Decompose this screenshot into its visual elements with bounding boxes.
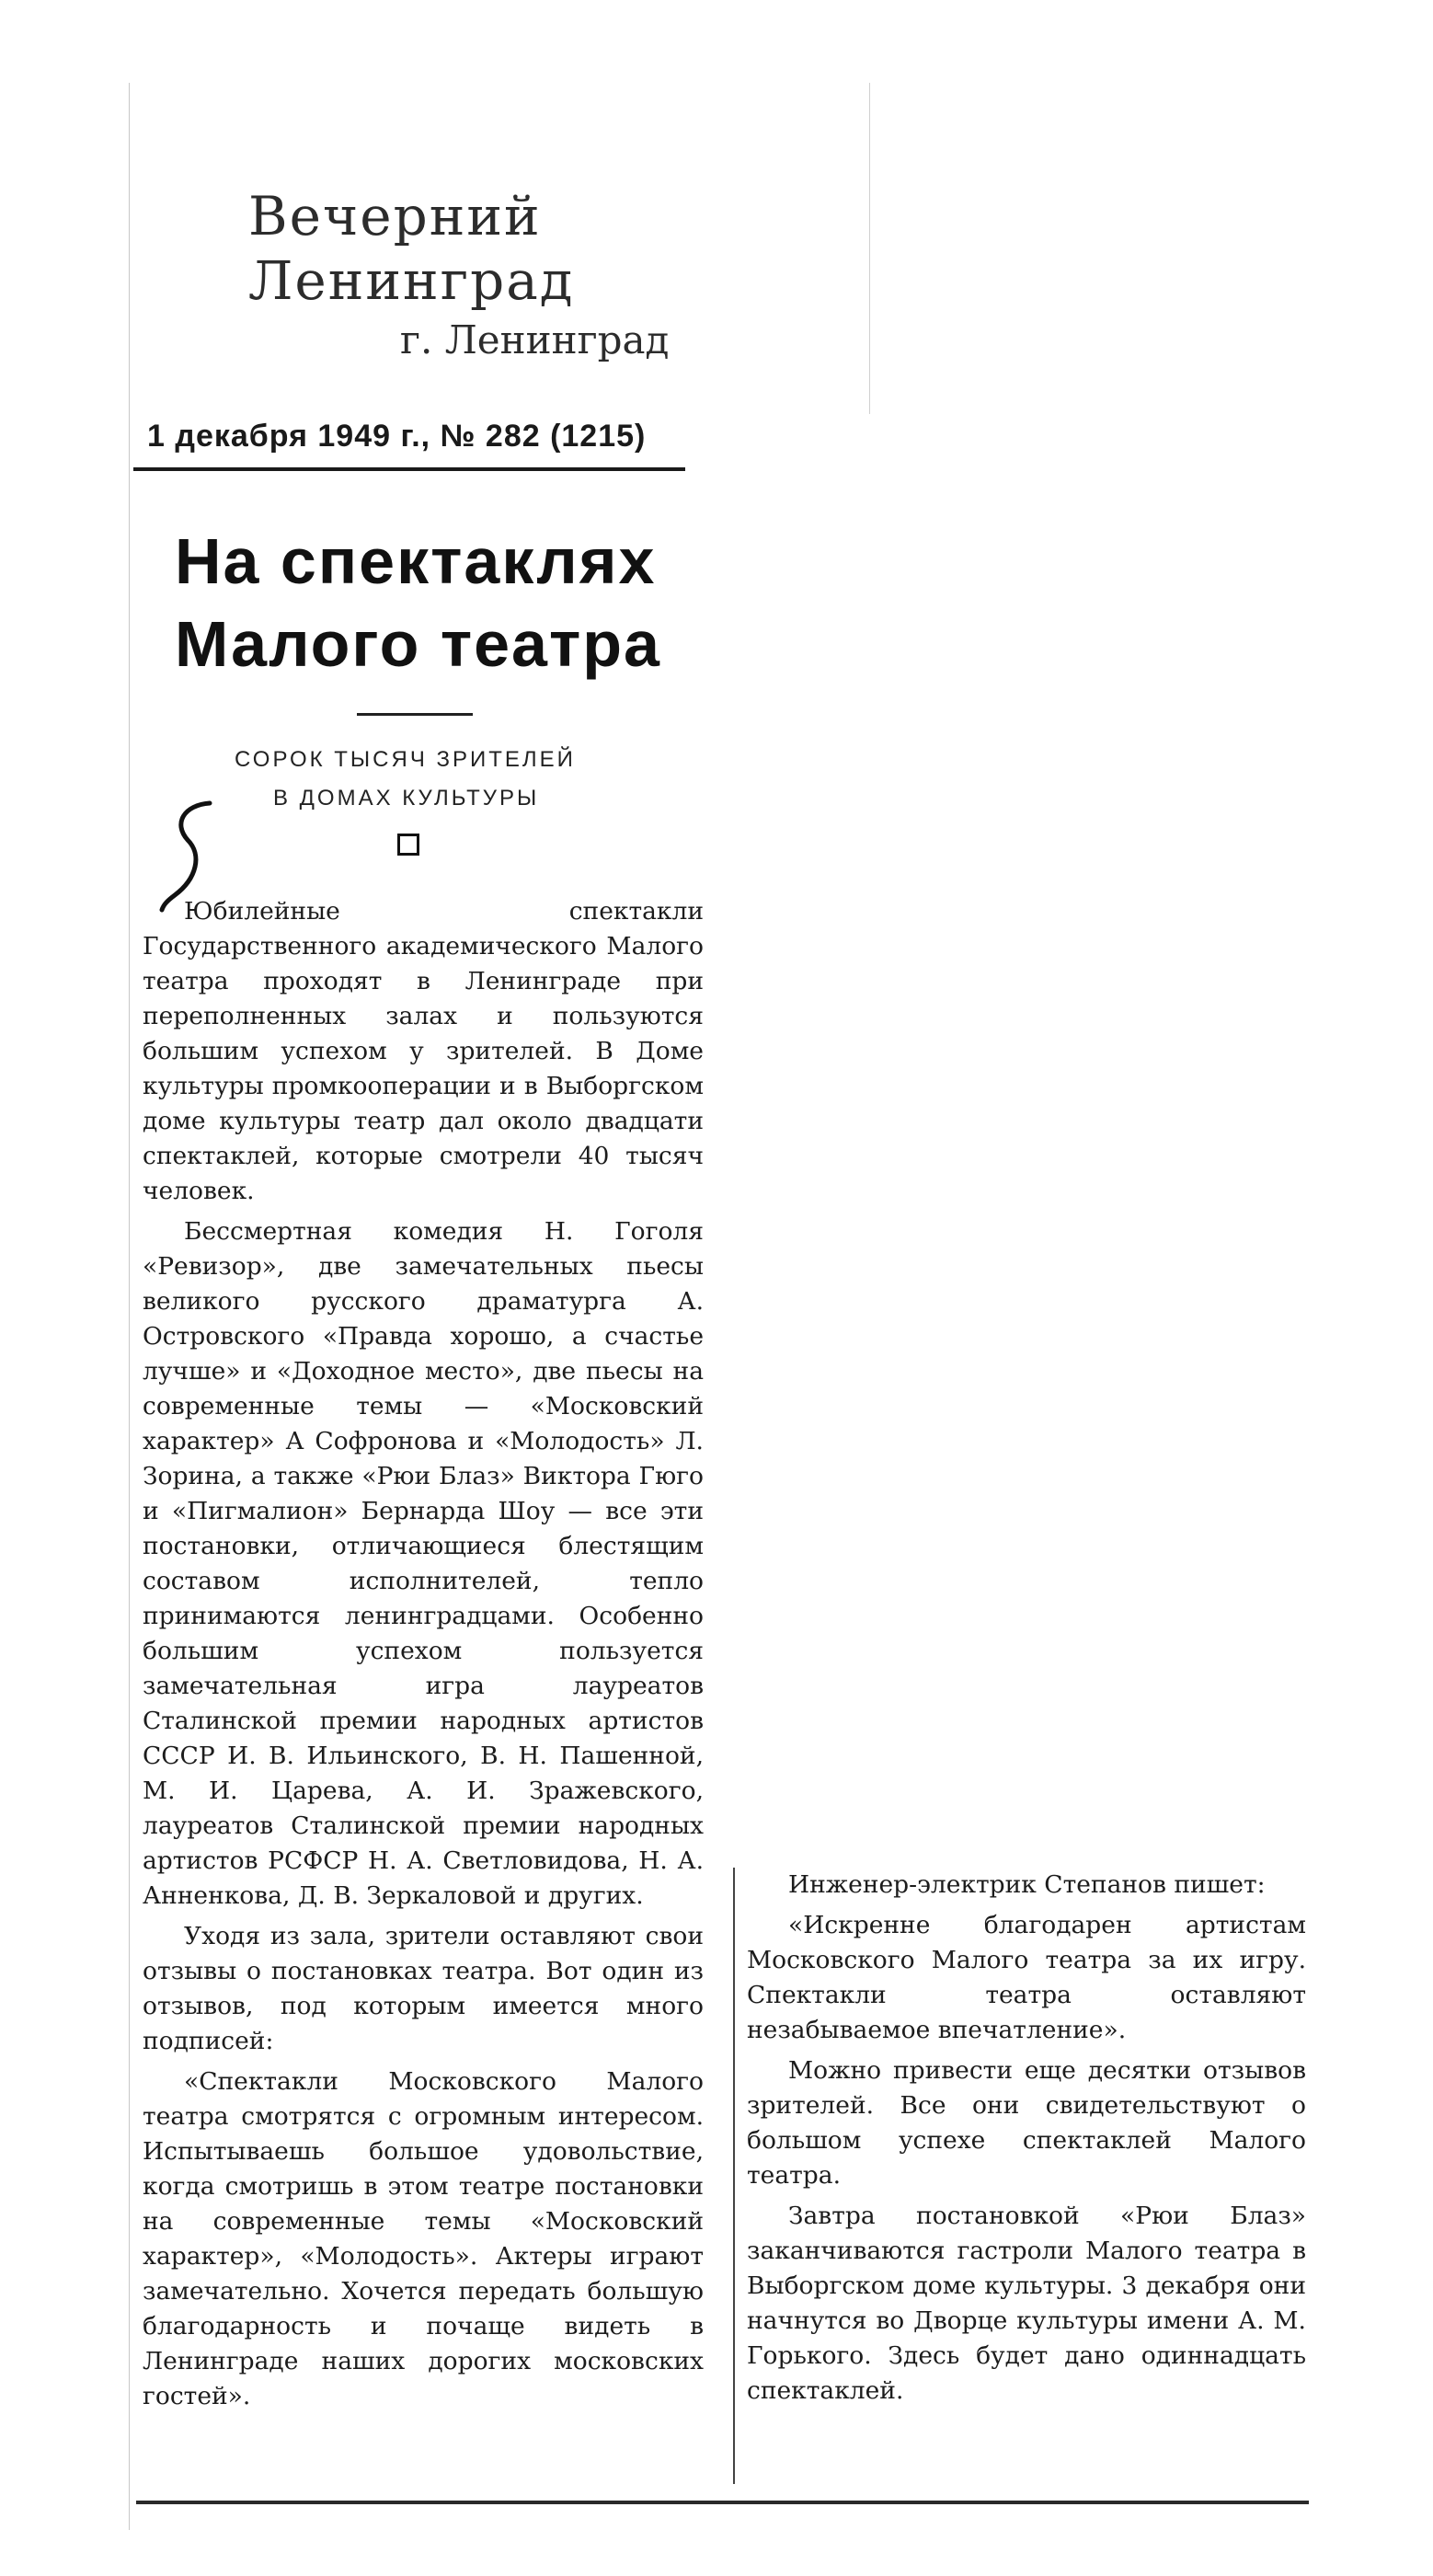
square-divider-icon <box>397 834 419 856</box>
paragraph: Бессмертная комедия Н. Гоголя «Ревизор», две замечательных пьесы великого русского драматурга А. Островского «Правда хорошо, а счастье лучше» и «Доходное место», две пьесы на современные темы — «Московский характер» А Софронова и «Молодость» Л. Зорина, а также «Рюи Блаз» Виктора Гюго и «Пигмалион» Бернарда Шоу — все эти постановки, отличающиеся блестящим составом исполнителей, тепло принимаются ленинградцами. Особенно большим успехом пользуется замечательная игра лауреатов Сталинской премии народных артистов СССР И. В. Ильинского, В. Н. Пашенной, М. И. Царева, А. И. Зражевского, лауреатов Сталинской премии народных артистов РСФСР Н. А. Светловидова, Н. А. Анненкова, Д. В. Зеркаловой и других. <box>143 1217 704 1910</box>
scan-edge-left <box>129 83 130 2530</box>
article-bottom-rule <box>136 2501 1309 2504</box>
article-subhead <box>235 741 621 818</box>
scan-edge-stamp <box>869 83 870 414</box>
newspaper-name: Вечерний Ленинград <box>248 185 575 312</box>
subhead-line-2: В ДОМАХ КУЛЬТУРЫ <box>273 786 540 811</box>
paragraph: «Искренне благодарен артистам Московского Малого театра за их игру. Спектакли театра оставляют незабываемое впечатление». <box>747 1911 1306 2044</box>
paragraph: Можно привести еще десятки отзывов зрителей. Все они свидетельствуют о большом успехе спектаклей Малого театра. <box>747 2056 1306 2190</box>
headline-rule <box>357 713 473 716</box>
paragraph: Инженер-электрик Степанов пишет: <box>788 1870 1266 1899</box>
column-divider <box>733 1868 735 2484</box>
headline-line-1: На спектаклях <box>175 525 657 597</box>
newspaper-city: г. Ленинград <box>400 317 670 362</box>
article-right-column <box>747 1868 1306 2414</box>
headline-line-2: Малого театра <box>175 608 661 680</box>
paragraph: Юбилейные спектакли Государственного академического Малого театра проходят в Ленинграде при переполненных залах и пользуются большим успехом у зрителей. В Доме культуры промкооперации и в Выборгском доме культуры театр дал около двадцати спектаклей, которые смотрели 40 тысяч человек. <box>143 897 704 1205</box>
dateline-rule <box>133 467 685 471</box>
article-left-column <box>143 894 704 2420</box>
subhead-line-1: СОРОК ТЫСЯЧ ЗРИТЕЛЕЙ <box>235 747 576 772</box>
newspaper-stamp <box>248 184 837 368</box>
article-headline <box>175 520 690 685</box>
paragraph: «Спектакли Московского Малого театра смотрятся с огромным интересом. Испытываешь большое удовольствие, когда смотришь в этом театре постановки на современные темы «Московский характер», «Молодость». Актеры играют замечательно. Хочется передать большую благодарность и почаще видеть в Ленинграде наших дорогих московских гостей». <box>143 2067 704 2410</box>
paragraph: Завтра постановкой «Рюи Блаз» заканчиваются гастроли Малого театра в Выборгском доме культуры. 3 декабря они начнутся во Дворце культуры имени А. М. Горького. Здесь будет дано одиннадцать спектаклей. <box>747 2202 1306 2405</box>
dateline: 1 декабря 1949 г., № 282 (1215) <box>147 419 647 454</box>
paragraph: Уходя из зала, зрители оставляют свои отзывы о постановках театра. Вот один из отзывов, под которым имеется много подписей: <box>143 1922 704 2055</box>
